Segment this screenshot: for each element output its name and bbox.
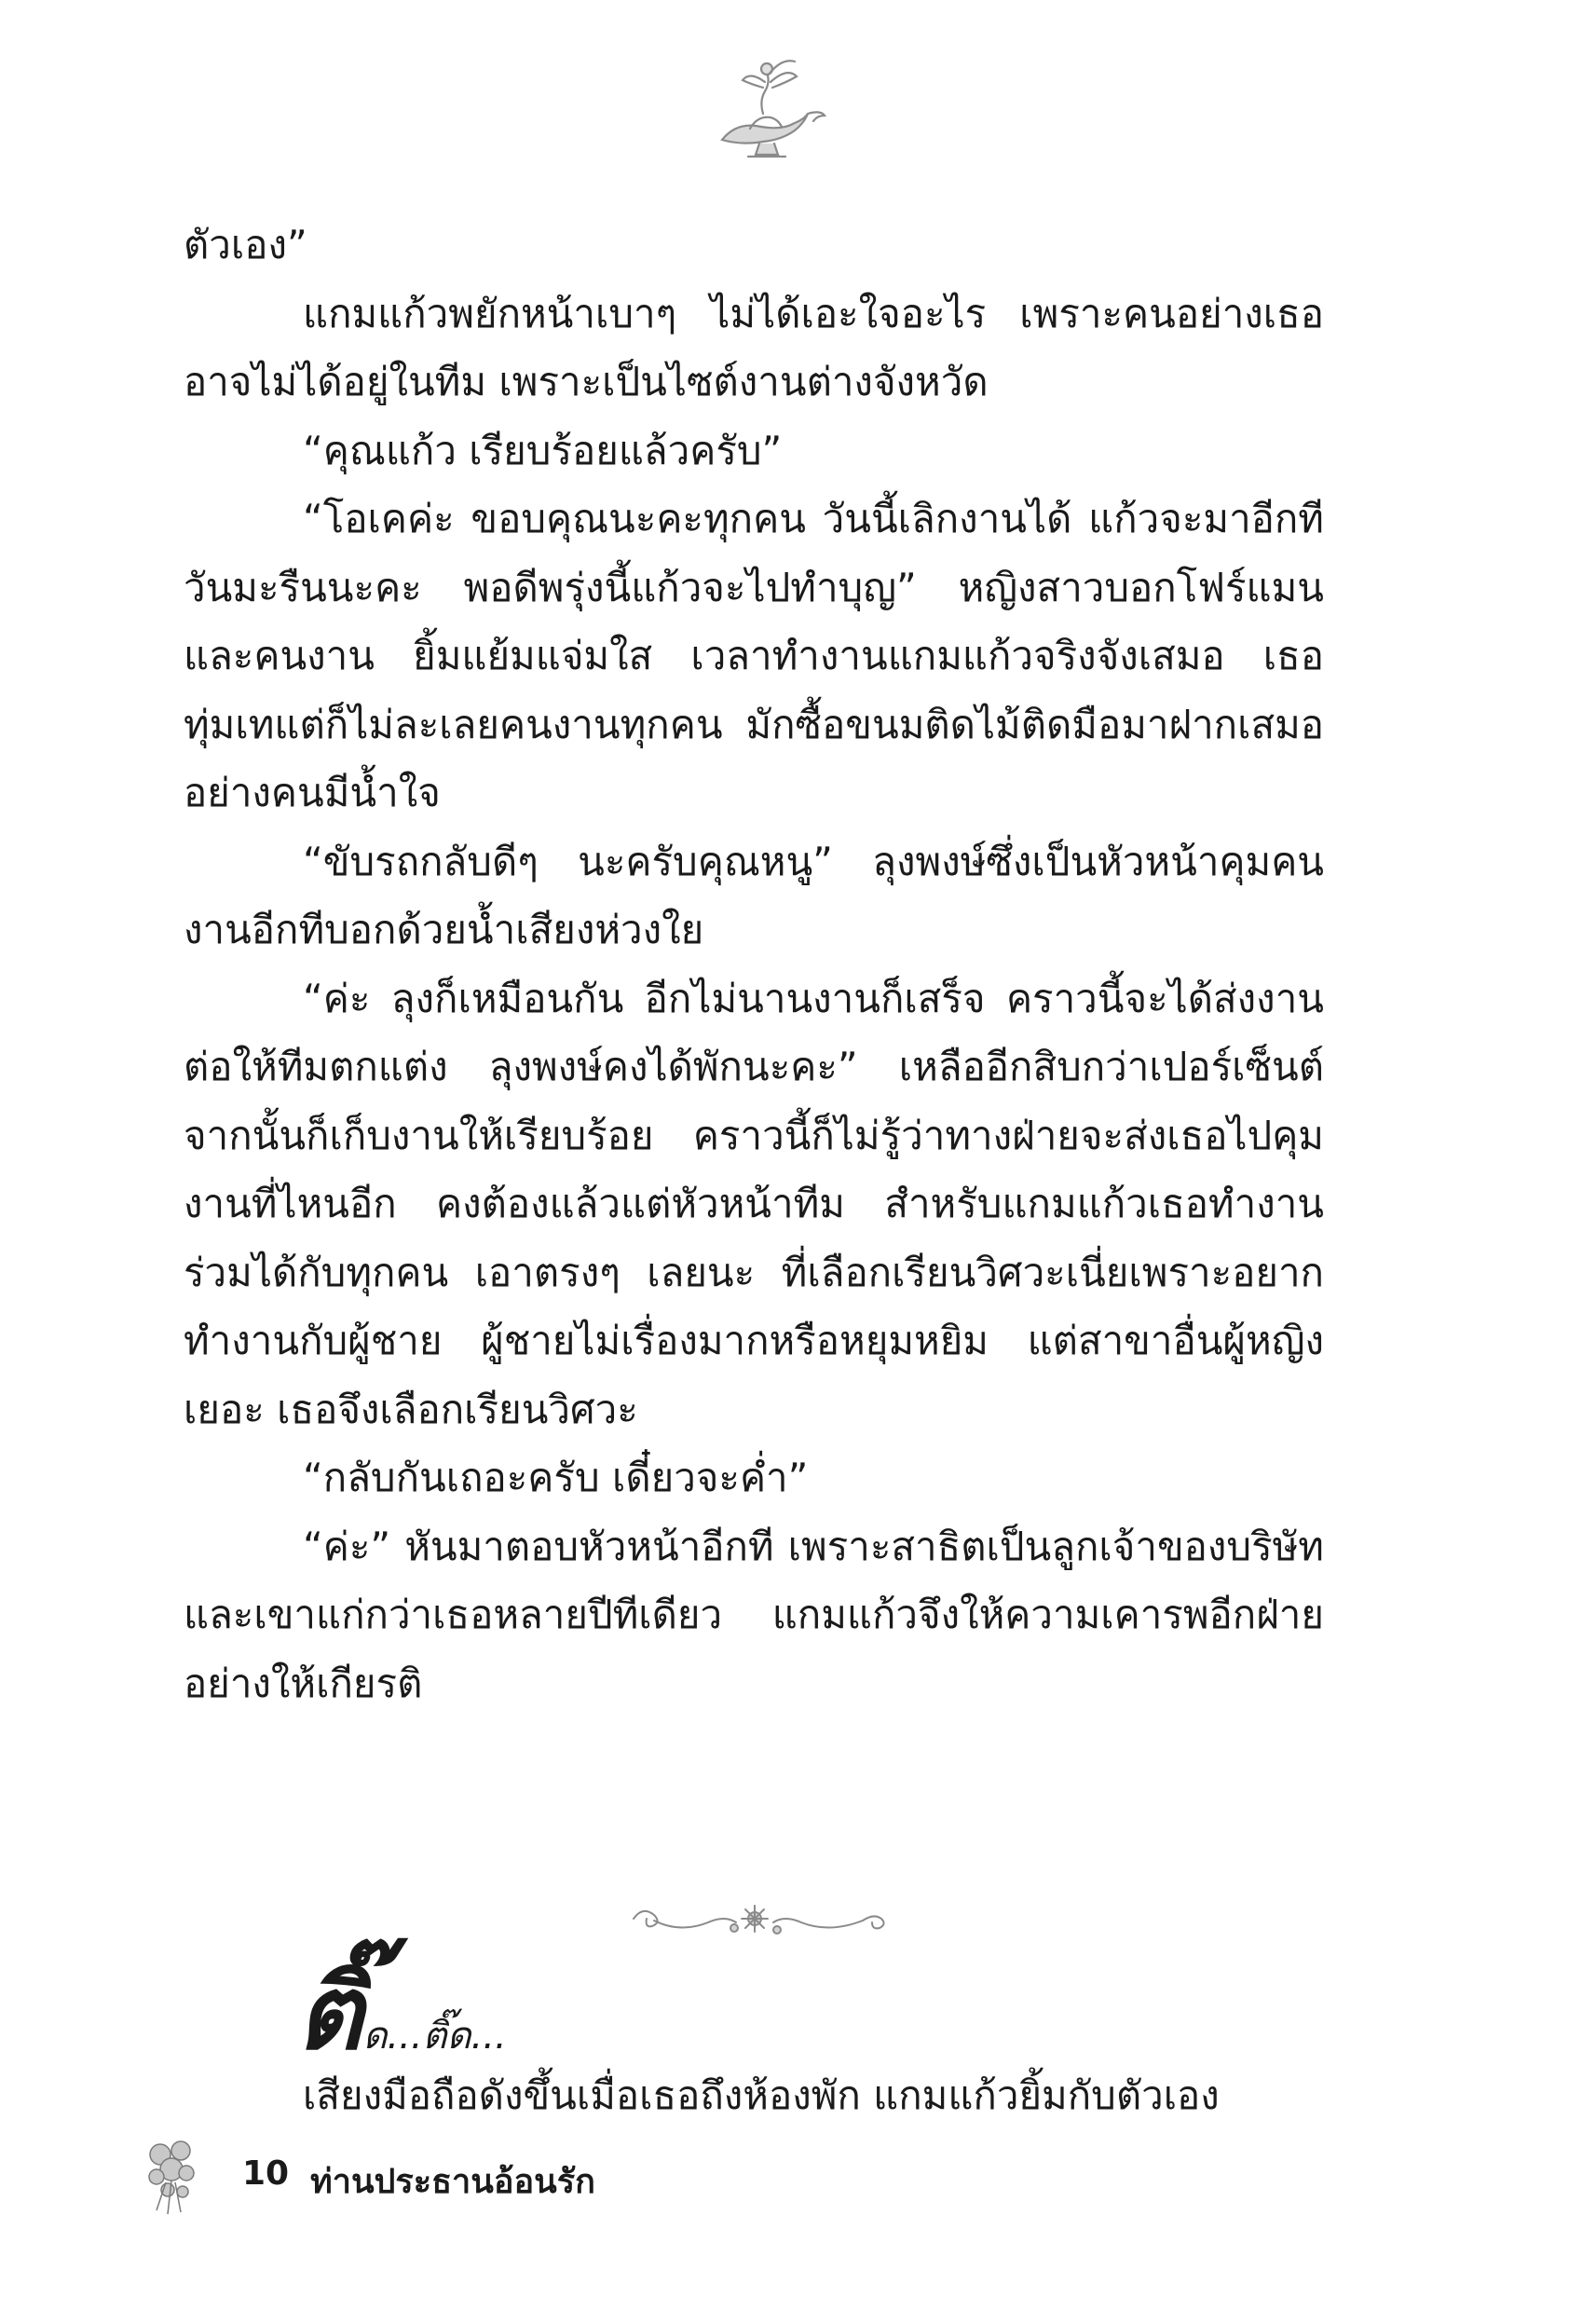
flower-bouquet-icon — [140, 2134, 205, 2218]
page-number: 10 — [242, 2154, 290, 2193]
paragraph: แกมแก้วพยักหน้าเบาๆ ไม่ได้เอะใจอะไร เพราะคนอย่างเธออาจไม่ได้อยู่ในทีม เพราะเป็นไซต์งานต่างจังหวัด — [184, 290, 1324, 404]
paragraph: เสียงมือถือดังขึ้นเมื่อเธอถึงห้องพัก แกมแก้วยิ้มกับตัวเอง — [303, 2072, 1220, 2118]
paragraph: “โอเคค่ะ ขอบคุณนะคะทุกคน วันนี้เลิกงานได้ แก้วจะมาอีกทีวันมะรืนนะคะ พอดีพรุ่งนี้แก้วจะไปทำบุญ” หญิงสาวบอกโฟร์แมนและคนงาน ยิ้มแย้มแจ่มใส เวลาทำงานแกมแก้วจริงจังเสมอ เธอทุ่มเทแต่ก็ไม่ละเลยคนงานทุกคน มักซื้อขนมติดไม้ติดมือมาฝากเสมออย่างคนมีน้ำใจ — [184, 496, 1324, 815]
chapter-opening — [296, 1952, 507, 2072]
page-footer — [140, 2134, 792, 2218]
magic-lamp-fairy-icon — [685, 54, 834, 166]
paragraph: “ค่ะ” หันมาตอบหัวหน้าอีกที เพราะสาธิตเป็นลูกเจ้าของบริษัทและเขาแก่กว่าเธอหลายปีทีเดียว แกมแก้วจึงให้ความเคารพอีกฝ่ายอย่างให้เกียรติ — [184, 1523, 1324, 1706]
drop-cap: ติ๊ — [296, 1952, 363, 2072]
floral-swirl-divider-icon — [624, 1896, 894, 1943]
paragraph: “คุณแก้ว เรียบร้อยแล้วครับ” — [303, 427, 783, 473]
body-text — [184, 211, 1324, 1717]
book-title: ท่านประธานอ้อนรัก — [310, 2163, 595, 2201]
paragraph: “ค่ะ ลุงก็เหมือนกัน อีกไม่นานงานก็เสร็จ คราวนี้จะได้ส่งงานต่อให้ทีมตกแต่ง ลุงพงษ์คงได้พักนะคะ” เหลืออีกสิบกว่าเปอร์เซ็นต์จากนั้นก็เก็บงานให้เรียบร้อย คราวนี้ก็ไม่รู้ว่าทางฝ่ายจะส่งเธอไปคุมงานที่ไหนอีก คงต้องแล้วแต่หัวหน้าทีม สำหรับแกมแก้วเธอทำงานร่วมได้กับทุกคน เอาตรงๆ เลยนะ ที่เลือกเรียนวิศวะเนี่ยเพราะอยากทำงานกับผู้ชาย ผู้ชายไม่เรื่องมากหรือหยุมหยิม แต่สาขาอื่นผู้หญิงเยอะ เธอจึงเลือกเรียนวิศวะ — [184, 975, 1324, 1432]
paragraph: ตัวเอง” — [184, 222, 307, 267]
drop-cap-continuation: ด...ติ๊ด... — [362, 2015, 507, 2058]
paragraph: “ขับรถกลับดีๆ นะครับคุณหนู” ลุงพงษ์ซึ่งเป็นหัวหน้าคุมคนงานอีกทีบอกด้วยน้ำเสียงห่วงใย — [184, 838, 1324, 952]
paragraph: “กลับกันเถอะครับ เดี๋ยวจะค่ำ” — [303, 1455, 809, 1500]
